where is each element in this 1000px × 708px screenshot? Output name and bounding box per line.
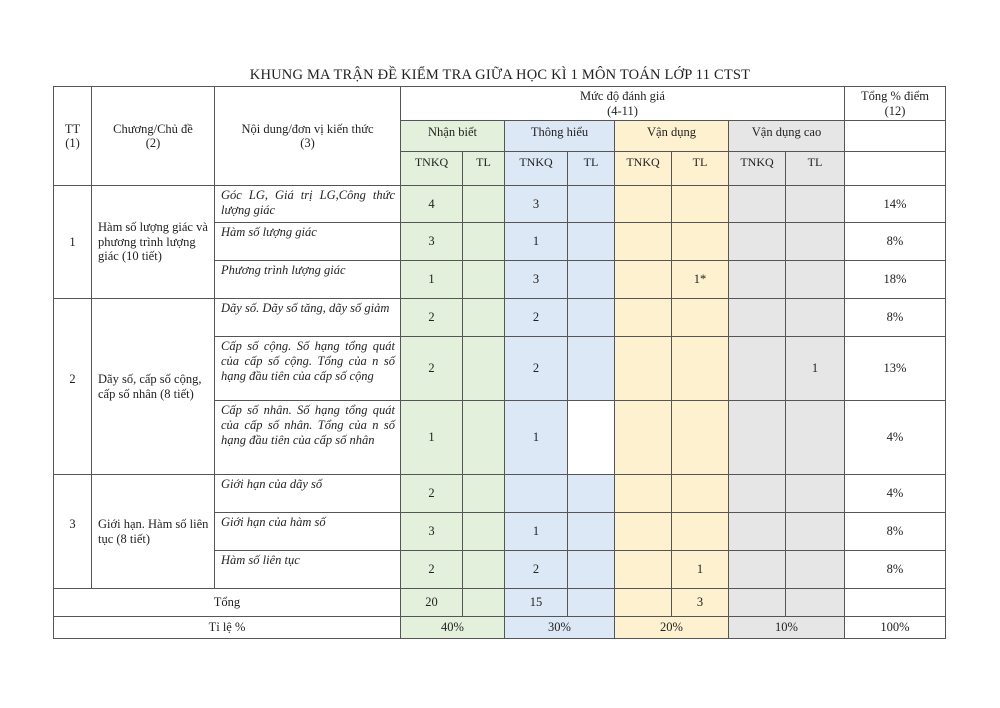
matrix-cell: 1 (401, 401, 463, 475)
content-unit: Dãy số. Dãy số tăng, dãy số giảm (215, 299, 401, 337)
header-level-4: Vận dụng cao (729, 121, 845, 152)
matrix-cell (672, 475, 729, 513)
header-total-number: (12) (884, 103, 906, 118)
matrix-cell (568, 186, 615, 223)
matrix-cell (615, 401, 672, 475)
totals-label: Tổng (54, 589, 401, 617)
content-unit: Phương trình lượng giác (215, 261, 401, 299)
table-row (54, 589, 946, 617)
row-total-percent: 8% (845, 513, 946, 551)
matrix-cell (729, 223, 786, 261)
row-total-percent: 4% (845, 475, 946, 513)
matrix-cell (463, 551, 505, 589)
matrix-cell (568, 475, 615, 513)
table-row (54, 87, 946, 121)
matrix-cell (786, 551, 845, 589)
matrix-cell (568, 551, 615, 589)
matrix-cell (463, 513, 505, 551)
header-assessment-level (401, 87, 845, 121)
matrix-cell: 3 (401, 513, 463, 551)
content-unit: Giới hạn của hàm số (215, 513, 401, 551)
content-unit: Góc LG, Giá trị LG,Công thức lượng giác (215, 186, 401, 223)
matrix-cell (615, 337, 672, 401)
totals-cell (786, 589, 845, 617)
header-subcolumn: TNKQ (729, 152, 786, 186)
content-unit: Cấp số cộng. Số hạng tổng quát của cấp số cộng. Tổng của n số hạng đầu tiên của cấp số cộng (215, 337, 401, 401)
header-total-label: Tổng % điểm (860, 89, 930, 104)
table-row (54, 299, 946, 337)
matrix-cell (786, 261, 845, 299)
row-total-percent: 18% (845, 261, 946, 299)
ratio-value: 10% (729, 617, 845, 639)
header-chapter-number: (2) (145, 136, 161, 150)
matrix-cell (463, 475, 505, 513)
row-total-percent: 8% (845, 223, 946, 261)
matrix-cell (729, 401, 786, 475)
header-level-2: Thông hiểu (505, 121, 615, 152)
matrix-cell (568, 337, 615, 401)
matrix-cell: 1 (786, 337, 845, 401)
group-topic: Dãy số, cấp số cộng, cấp số nhân (8 tiết) (92, 299, 215, 475)
matrix-cell (672, 337, 729, 401)
matrix-cell: 3 (505, 186, 568, 223)
matrix-cell: 2 (401, 551, 463, 589)
matrix-cell (672, 223, 729, 261)
header-content-label: Nội dung/đơn vị kiến thức (241, 121, 374, 136)
matrix-cell (615, 551, 672, 589)
matrix-cell (463, 261, 505, 299)
header-level-3: Vận dụng (615, 121, 729, 152)
totals-cell (463, 589, 505, 617)
header-subcolumn: TNKQ (401, 152, 463, 186)
header-total-percent (845, 87, 946, 121)
matrix-cell: 2 (401, 475, 463, 513)
matrix-cell (729, 261, 786, 299)
header-chapter (92, 87, 215, 186)
header-content (215, 87, 401, 186)
matrix-cell (729, 337, 786, 401)
group-topic: Giới hạn. Hàm số liên tục (8 tiết) (92, 475, 215, 589)
group-number: 1 (54, 186, 92, 299)
header-subcolumn: TL (568, 152, 615, 186)
totals-cell: 3 (672, 589, 729, 617)
matrix-cell (615, 186, 672, 223)
row-total-percent: 14% (845, 186, 946, 223)
matrix-cell: 1 (401, 261, 463, 299)
header-subcolumn: TNKQ (615, 152, 672, 186)
matrix-cell: 1* (672, 261, 729, 299)
matrix-cell (568, 401, 615, 475)
matrix-cell (505, 475, 568, 513)
matrix-cell: 3 (505, 261, 568, 299)
table-row (54, 617, 946, 639)
ratio-label: Tỉ lệ % (54, 617, 401, 639)
header-content-number: (3) (300, 136, 315, 150)
content-unit: Giới hạn của dãy số (215, 475, 401, 513)
header-tt-number: (1) (65, 136, 80, 150)
matrix-cell (615, 223, 672, 261)
totals-percent-empty (845, 589, 946, 617)
matrix-cell (729, 299, 786, 337)
matrix-cell (463, 337, 505, 401)
row-total-percent: 8% (845, 299, 946, 337)
matrix-cell (786, 299, 845, 337)
matrix-cell (786, 401, 845, 475)
document-title: KHUNG MA TRẬN ĐỀ KIỂM TRA GIỮA HỌC KÌ 1 MÔN TOÁN LỚP 11 CTST (249, 67, 751, 83)
matrix-cell (729, 551, 786, 589)
header-level-1: Nhận biết (401, 121, 505, 152)
matrix-cell (615, 261, 672, 299)
matrix-cell (786, 186, 845, 223)
totals-cell (729, 589, 786, 617)
matrix-cell (786, 475, 845, 513)
group-topic: Hàm số lượng giác và phương trình lượng giác (10 tiết) (92, 186, 215, 299)
ratio-value: 30% (505, 617, 615, 639)
assessment-matrix-table (53, 86, 946, 639)
table-row (54, 186, 946, 223)
header-subcolumn: TNKQ (505, 152, 568, 186)
matrix-cell (672, 186, 729, 223)
totals-cell: 20 (401, 589, 463, 617)
table-row (54, 475, 946, 513)
matrix-cell: 4 (401, 186, 463, 223)
content-unit: Hàm số lượng giác (215, 223, 401, 261)
matrix-cell (672, 401, 729, 475)
content-unit: Hàm số liên tục (215, 551, 401, 589)
ratio-total: 100% (845, 617, 946, 639)
matrix-cell (615, 475, 672, 513)
matrix-cell (729, 186, 786, 223)
row-total-percent: 4% (845, 401, 946, 475)
matrix-cell (463, 223, 505, 261)
matrix-cell: 2 (505, 299, 568, 337)
totals-cell (615, 589, 672, 617)
ratio-value: 40% (401, 617, 505, 639)
ratio-value: 20% (615, 617, 729, 639)
header-subcolumn: TL (463, 152, 505, 186)
matrix-cell (786, 513, 845, 551)
header-chapter-label: Chương/Chủ đề (113, 121, 193, 136)
header-level-number: (4-11) (607, 103, 638, 118)
matrix-cell: 2 (505, 337, 568, 401)
matrix-cell (568, 261, 615, 299)
matrix-cell (672, 513, 729, 551)
matrix-cell: 1 (505, 223, 568, 261)
matrix-cell: 3 (401, 223, 463, 261)
row-total-percent: 8% (845, 551, 946, 589)
matrix-cell (786, 223, 845, 261)
header-subcolumn: TL (672, 152, 729, 186)
matrix-cell: 2 (401, 337, 463, 401)
header-tt-label: TT (64, 121, 81, 136)
matrix-cell (568, 223, 615, 261)
matrix-cell (463, 299, 505, 337)
header-total-empty (845, 152, 946, 186)
header-tt (54, 87, 92, 186)
matrix-cell (568, 299, 615, 337)
matrix-cell (615, 299, 672, 337)
matrix-cell: 1 (672, 551, 729, 589)
totals-cell (568, 589, 615, 617)
matrix-cell (463, 401, 505, 475)
matrix-cell: 1 (505, 401, 568, 475)
matrix-cell (672, 299, 729, 337)
matrix-cell (463, 186, 505, 223)
group-number: 3 (54, 475, 92, 589)
group-number: 2 (54, 299, 92, 475)
matrix-cell (729, 513, 786, 551)
matrix-cell: 1 (505, 513, 568, 551)
matrix-cell (615, 513, 672, 551)
matrix-cell (568, 513, 615, 551)
matrix-cell: 2 (401, 299, 463, 337)
totals-cell: 15 (505, 589, 568, 617)
header-subcolumn: TL (786, 152, 845, 186)
header-total-empty (845, 121, 946, 152)
row-total-percent: 13% (845, 337, 946, 401)
header-level-label: Mức độ đánh giá (580, 89, 665, 104)
matrix-cell: 2 (505, 551, 568, 589)
content-unit: Cấp số nhân. Số hạng tổng quát của cấp số nhân. Tổng của n số hạng đầu tiên của cấp số nhân (215, 401, 401, 475)
matrix-cell (729, 475, 786, 513)
